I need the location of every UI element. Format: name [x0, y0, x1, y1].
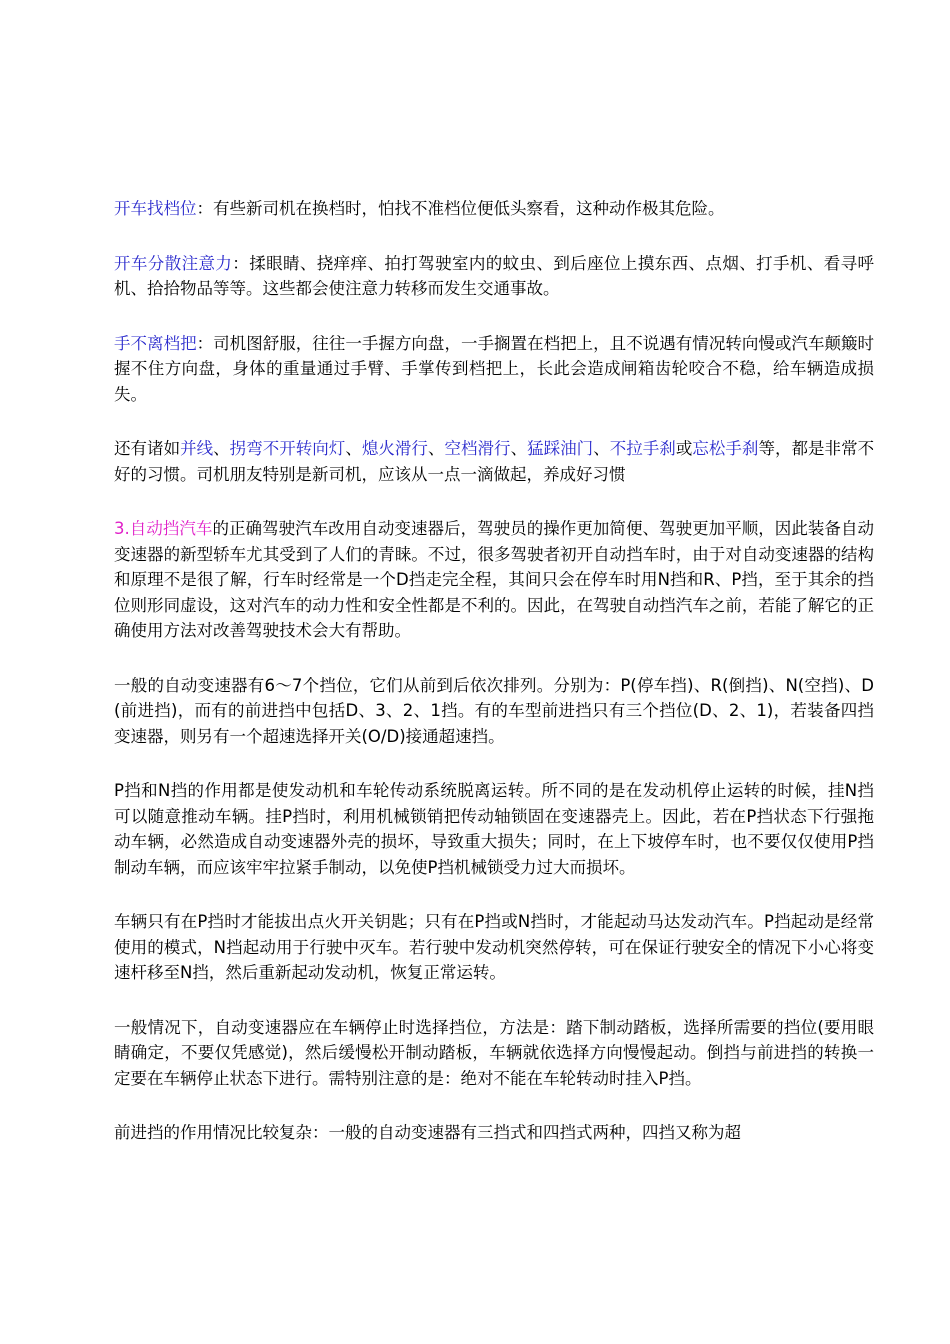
paragraph-text: 一般的自动变速器有6～7个挡位，它们从前到后依次排列。分别为：P(停车挡)、R(倒挡)、N(空挡)、D(前进挡)，而有的前进挡中包括D、3、2、1挡。有的车型前进挡只有三个挡位(D、2、1)，若装备四挡变速器，则另有一个超速选择开关(O/D)接通超速挡。 [114, 675, 874, 746]
paragraph-automatic-intro [114, 516, 874, 644]
paragraph-text: ：司机图舒服，往往一手握方向盘，一手搁置在档把上，且不说遇有情况转向慢或汽车颠簸时握不住方向盘，身体的重量通过手臂、手掌传到档把上，长此会造成闸箱齿轮咬合不稳，给车辆造成损失。 [114, 333, 875, 404]
paragraph-text: ：揉眼睛、挠痒痒、拍打驾驶室内的蚊虫、到后座位上摸东西、点烟、打手机、看寻呼机、拾拾物品等等。这些都会使注意力转移而发生交通事故。 [114, 253, 875, 298]
separator-text: 、 [213, 439, 230, 458]
link-term[interactable]: 开车找档位 [114, 199, 197, 218]
section-heading-link[interactable]: 3.自动挡汽车 [114, 519, 213, 538]
link-term[interactable]: 手不离档把 [114, 333, 197, 353]
paragraph-text: P挡和N挡的作用都是使发动机和车轮传动系统脱离运转。所不同的是在发动机停止运转的时候，挂N挡可以随意推动车辆。挂P挡时，利用机械锁销把传动轴锁固在变速器壳上。因此，若在P挡状态下行强拖动车辆，必然造成自动变速器外壳的损坏，导致重大损失；同时，在上下坡停车时，也不要仅仅使用P挡制动车辆，而应该牢牢拉紧手制动，以免使P挡机械锁受力过大而损坏。 [114, 781, 874, 877]
link-term[interactable]: 空档滑行 [444, 439, 511, 458]
link-term[interactable]: 不拉手刹 [609, 439, 676, 458]
paragraph-ignition [114, 909, 874, 986]
separator-text: 、 [427, 439, 445, 458]
paragraph-text: ：有些新司机在换档时，怕找不准档位便低头察看，这种动作极其危险。 [196, 199, 725, 218]
paragraph-selecting-gear [114, 1015, 874, 1092]
link-term[interactable]: 熄火滑行 [361, 439, 428, 458]
paragraph-gear-finding [114, 196, 874, 222]
paragraph-bad-habits [114, 436, 874, 487]
paragraph-gear-positions [114, 673, 874, 750]
separator-text: 、 [345, 439, 362, 458]
paragraph-text: 的正确驾驶汽车改用自动变速器后，驾驶员的操作更加简便、驾驶更加平顺，因此装备自动变速器的新型轿车尤其受到了人们的青睐。不过，很多驾驶者初开自动挡车时，由于对自动变速器的结构和原理不是很了解，行车时经常是一个D挡走完全程，其间只会在停车时用N挡和R、P挡，至于其余的挡位则形同虚设，这对汽车的动力性和安全性都是不利的。因此，在驾驶自动挡汽车之前，若能了解它的正确使用方法对改善驾驶技术会大有帮助。 [114, 519, 875, 640]
paragraph-text: 一般情况下，自动变速器应在车辆停止时选择挡位，方法是：踏下制动踏板，选择所需要的挡位(要用眼睛确定，不要仅凭感觉)，然后缓慢松开制动踏板，车辆就依选择方向慢慢起动。倒挡与前进挡的转换一定要在车辆停止状态下进行。需特别注意的是：绝对不能在车轮转动时挂入P挡。 [114, 1017, 874, 1088]
paragraph-hand-on-gear [114, 331, 874, 408]
link-term[interactable]: 忘松手刹 [692, 439, 759, 458]
paragraph-forward-gears [114, 1120, 874, 1146]
document-body [114, 196, 874, 1175]
paragraph-distraction [114, 251, 874, 302]
paragraph-text: 等，都是非常不好的习惯。司机朋友特别是新司机，应该从一点一滴做起，养成好习惯 [114, 439, 875, 484]
paragraph-p-n-gear [114, 778, 874, 880]
link-term[interactable]: 猛踩油门 [527, 439, 594, 458]
separator-text: 或 [675, 439, 693, 458]
paragraph-text: 还有诸如 [114, 439, 181, 458]
separator-text: 、 [510, 439, 528, 458]
link-term[interactable]: 拐弯不开转向灯 [229, 439, 346, 458]
paragraph-text: 车辆只有在P挡时才能拔出点火开关钥匙；只有在P挡或N挡时，才能起动马达发动汽车。P挡起动是经常使用的模式，N挡起动用于行驶中灭车。若行驶中发动机突然停转，可在保证行驶安全的情况下小心将变速杆移至N挡，然后重新起动发动机，恢复正常运转。 [114, 912, 874, 982]
link-term[interactable]: 并线 [180, 439, 214, 458]
paragraph-text: 前进挡的作用情况比较复杂：一般的自动变速器有三挡式和四挡式两种，四挡又称为超 [114, 1123, 741, 1142]
separator-text: 、 [593, 439, 610, 458]
link-term[interactable]: 开车分散注意力 [114, 253, 233, 273]
